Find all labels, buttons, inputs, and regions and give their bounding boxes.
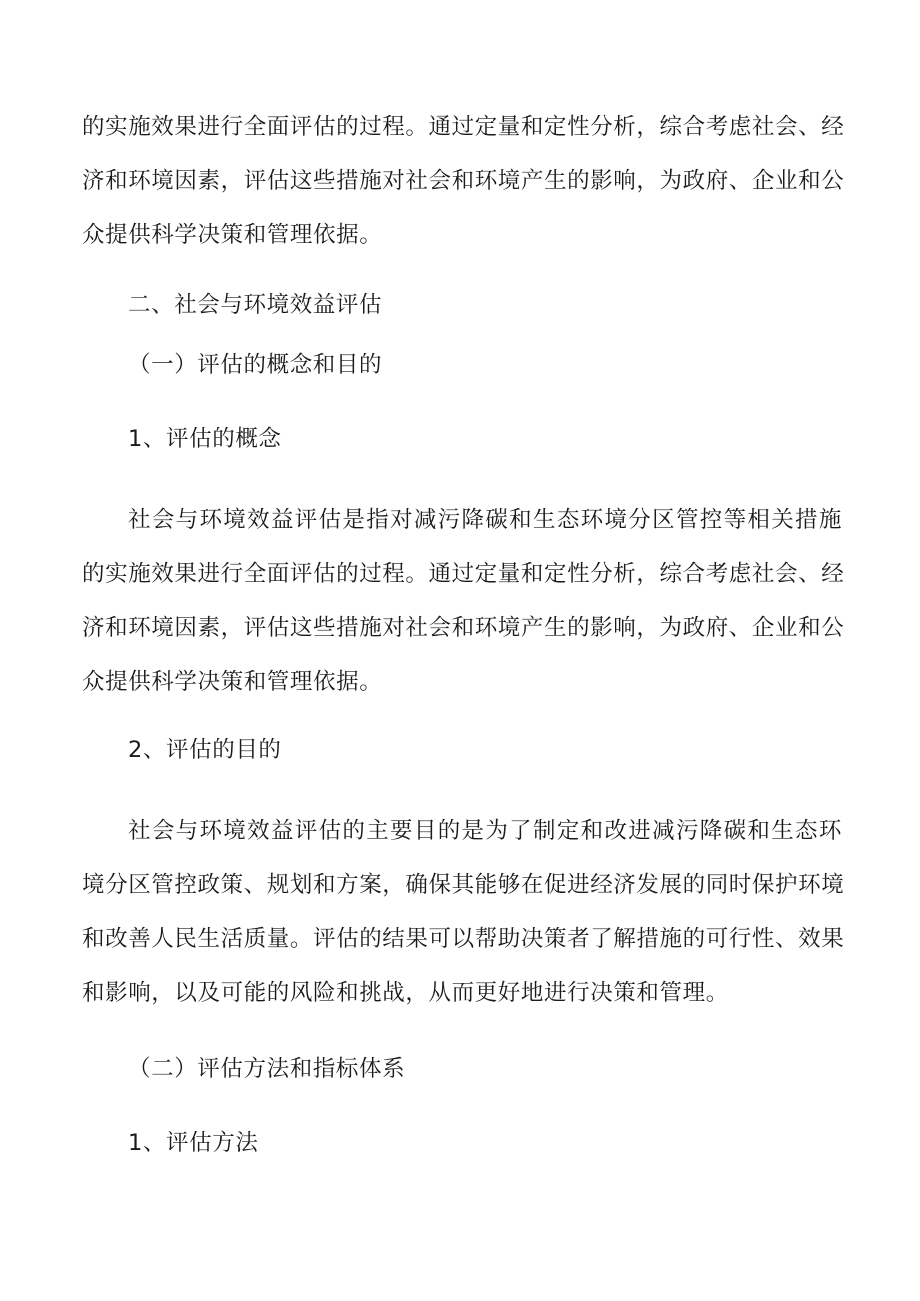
concept-paragraph-line-2: 的实施效果进行全面评估的过程。通过定量和定性分析，综合考虑社会、经 <box>82 561 845 587</box>
intro-line-3: 众提供科学决策和管理依据。 <box>82 222 383 248</box>
item-heading-purpose: 2、评估的目的 <box>128 737 282 763</box>
purpose-paragraph-line-4: 和影响，以及可能的风险和挑战，从而更好地进行决策和管理。 <box>82 980 729 1006</box>
subsection-heading-2: （二）评估方法和指标体系 <box>128 1056 406 1082</box>
item-heading-concept: 1、评估的概念 <box>128 426 282 452</box>
subsection-heading-1: （一）评估的概念和目的 <box>128 352 383 378</box>
item-heading-methods: 1、评估方法 <box>128 1130 259 1156</box>
concept-paragraph-line-3: 济和环境因素，评估这些措施对社会和环境产生的影响，为政府、企业和公 <box>82 615 845 641</box>
purpose-paragraph-line-1: 社会与环境效益评估的主要目的是为了制定和改进减污降碳和生态环 <box>128 818 842 844</box>
concept-paragraph-line-4: 众提供科学决策和管理依据。 <box>82 669 383 695</box>
purpose-paragraph-line-3: 和改善人民生活质量。评估的结果可以帮助决策者了解措施的可行性、效果 <box>82 926 845 952</box>
intro-line-2: 济和环境因素，评估这些措施对社会和环境产生的影响，为政府、企业和公 <box>82 168 845 194</box>
section-heading: 二、社会与环境效益评估 <box>128 292 383 318</box>
concept-paragraph-line-1: 社会与环境效益评估是指对减污降碳和生态环境分区管控等相关措施 <box>128 507 842 533</box>
purpose-paragraph-line-2: 境分区管控政策、规划和方案，确保其能够在促进经济发展的同时保护环境 <box>82 872 845 898</box>
intro-line-1: 的实施效果进行全面评估的过程。通过定量和定性分析，综合考虑社会、经 <box>82 114 845 140</box>
